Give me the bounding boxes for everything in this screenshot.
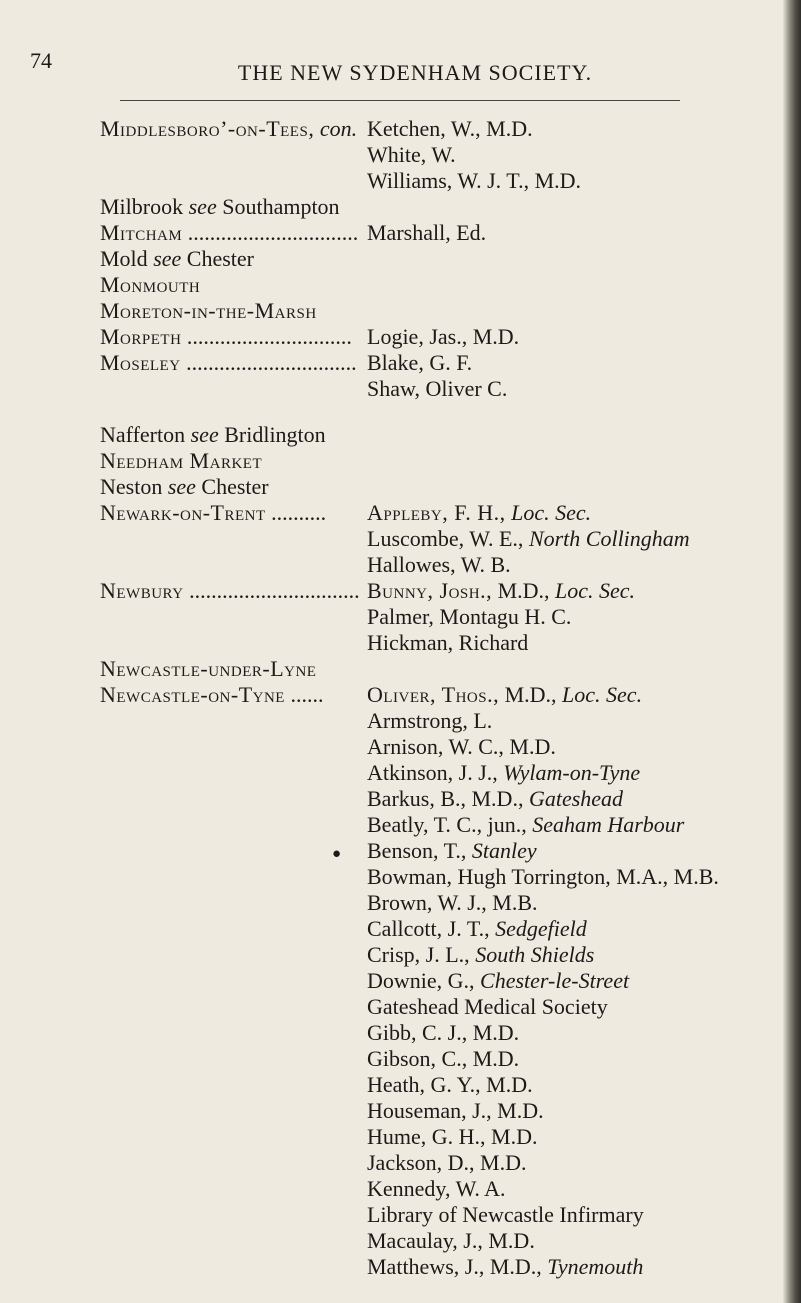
- member-name: Atkinson, J. J.,: [367, 760, 498, 785]
- town-name: Milbrook: [100, 194, 184, 219]
- see-target: Southampton: [222, 194, 340, 219]
- continued-note: con.: [319, 116, 358, 141]
- town-name: Monmouth: [100, 272, 201, 297]
- member-name: Arnison, W. C., M.D.: [367, 734, 556, 759]
- town-name: Moreton-in-the-Marsh: [100, 298, 317, 323]
- town-name: Needham Market: [100, 448, 263, 473]
- member-name: Crisp, J. L.,: [367, 942, 470, 967]
- member-name: Matthews, J., M.D.,: [367, 1254, 542, 1279]
- list-item: [100, 194, 340, 220]
- member-name: Williams, W. J. T., M.D.: [367, 168, 582, 193]
- list-item: [367, 1254, 643, 1280]
- member-name: Benson, T.,: [367, 838, 467, 863]
- member-place: North Collingham: [528, 526, 690, 551]
- town-name: Mold: [100, 246, 148, 271]
- list-item: [367, 578, 635, 604]
- list-item: [100, 220, 358, 246]
- leader-dots: ...............................: [189, 578, 360, 603]
- member-place: Chester-le-Street: [480, 968, 630, 993]
- town-name: Newcastle-under-Lyne: [100, 656, 317, 681]
- see-ref: see: [188, 194, 217, 219]
- see-target: Chester: [186, 246, 254, 271]
- member-name: Oliver, Thos.,: [367, 682, 500, 707]
- list-item: [100, 500, 326, 526]
- town-name: Mitcham: [100, 220, 183, 245]
- leader-dots: ..............................: [186, 324, 352, 349]
- member-name: Brown, W. J., M.B.: [367, 890, 538, 915]
- member-name: Downie, G.,: [367, 968, 475, 993]
- member-name: Macaulay, J., M.D.: [367, 1228, 535, 1253]
- see-ref: see: [167, 474, 196, 499]
- member-name: Barkus, B., M.D.,: [367, 786, 524, 811]
- member-place: Seaham Harbour: [532, 812, 685, 837]
- member-name: Heath, G. Y., M.D.: [367, 1072, 533, 1097]
- member-name: Library of Newcastle Infirmary: [367, 1202, 644, 1227]
- town-name: Newcastle-on-Tyne: [100, 682, 285, 707]
- member-name: Beatly, T. C., jun.,: [367, 812, 527, 837]
- member-name: Palmer, Montagu H. C.: [367, 604, 572, 629]
- leader-dots: ..........: [271, 500, 327, 525]
- leader-dots: ...............................: [186, 350, 357, 375]
- list-item: [100, 246, 254, 272]
- list-item: [367, 968, 629, 994]
- stray-ink-mark: ●: [332, 846, 342, 862]
- member-name: Marshall, Ed.: [367, 220, 487, 245]
- member-name: Bowman, Hugh Torrington, M.A., M.B.: [367, 864, 719, 889]
- member-place: Stanley: [471, 838, 537, 863]
- member-name: Hume, G. H., M.D.: [367, 1124, 538, 1149]
- list-item: [367, 526, 690, 552]
- member-degree: M.D.,: [504, 682, 557, 707]
- member-name: Luscombe, W. E.,: [367, 526, 524, 551]
- member-name: Logie, Jas., M.D.: [367, 324, 520, 349]
- page-number: 74: [30, 48, 52, 73]
- list-item: [367, 916, 587, 942]
- see-ref: see: [190, 422, 219, 447]
- running-header: THE NEW SYDENHAM SOCIETY.: [237, 60, 593, 85]
- member-name: Callcott, J. T.,: [367, 916, 490, 941]
- list-item: [367, 812, 684, 838]
- list-item: [100, 578, 360, 604]
- member-degree: M.D.,: [497, 578, 550, 603]
- list-item: [100, 324, 352, 350]
- list-item: [100, 350, 357, 376]
- member-name: Shaw, Oliver C.: [367, 376, 508, 401]
- list-item: [367, 500, 591, 526]
- list-item: [367, 942, 594, 968]
- list-item: [100, 116, 357, 142]
- see-target: Chester: [201, 474, 269, 499]
- leader-dots: ......: [290, 682, 324, 707]
- town-name: Morpeth: [100, 324, 182, 349]
- page-spine-shadow: [783, 0, 801, 1303]
- member-name: Appleby, F. H.,: [367, 500, 506, 525]
- member-name: Ketchen, W., M.D.: [367, 116, 533, 141]
- member-role: Loc. Sec.: [555, 578, 636, 603]
- member-role: Loc. Sec.: [562, 682, 643, 707]
- member-name: Armstrong, L.: [367, 708, 493, 733]
- town-name: Nafferton: [100, 422, 186, 447]
- member-name: Bunny, Josh.,: [367, 578, 493, 603]
- list-item: [100, 422, 326, 448]
- member-name: Hallowes, W. B.: [367, 552, 511, 577]
- member-name: Gibson, C., M.D.: [367, 1046, 520, 1071]
- town-name: Middlesboro’-on-Tees,: [100, 116, 315, 141]
- member-place: Tynemouth: [547, 1254, 644, 1279]
- member-name: Kennedy, W. A.: [367, 1176, 506, 1201]
- member-name: Hickman, Richard: [367, 630, 529, 655]
- leader-dots: ...............................: [187, 220, 359, 245]
- member-name: White, W.: [367, 142, 456, 167]
- see-ref: see: [153, 246, 182, 271]
- list-item: [367, 682, 642, 708]
- town-name: Moseley: [100, 350, 181, 375]
- member-place: Sedgefield: [495, 916, 587, 941]
- see-target: Bridlington: [224, 422, 326, 447]
- list-item: [100, 682, 323, 708]
- town-name: Neston: [100, 474, 163, 499]
- member-place: Wylam-on-Tyne: [503, 760, 641, 785]
- list-item: [367, 760, 640, 786]
- member-place: Gateshead: [528, 786, 624, 811]
- list-item: [367, 838, 537, 864]
- list-item: [367, 786, 623, 812]
- member-role: Loc. Sec.: [511, 500, 592, 525]
- member-place: South Shields: [475, 942, 595, 967]
- member-name: Houseman, J., M.D.: [367, 1098, 544, 1123]
- header-rule: [120, 100, 680, 101]
- town-name: Newbury: [100, 578, 184, 603]
- member-name: Blake, G. F.: [367, 350, 473, 375]
- member-name: Gibb, C. J., M.D.: [367, 1020, 520, 1045]
- town-name: Newark-on-Trent: [100, 500, 266, 525]
- member-name: Jackson, D., M.D.: [367, 1150, 527, 1175]
- member-name: Gateshead Medical Society: [367, 994, 608, 1019]
- list-item: [100, 474, 269, 500]
